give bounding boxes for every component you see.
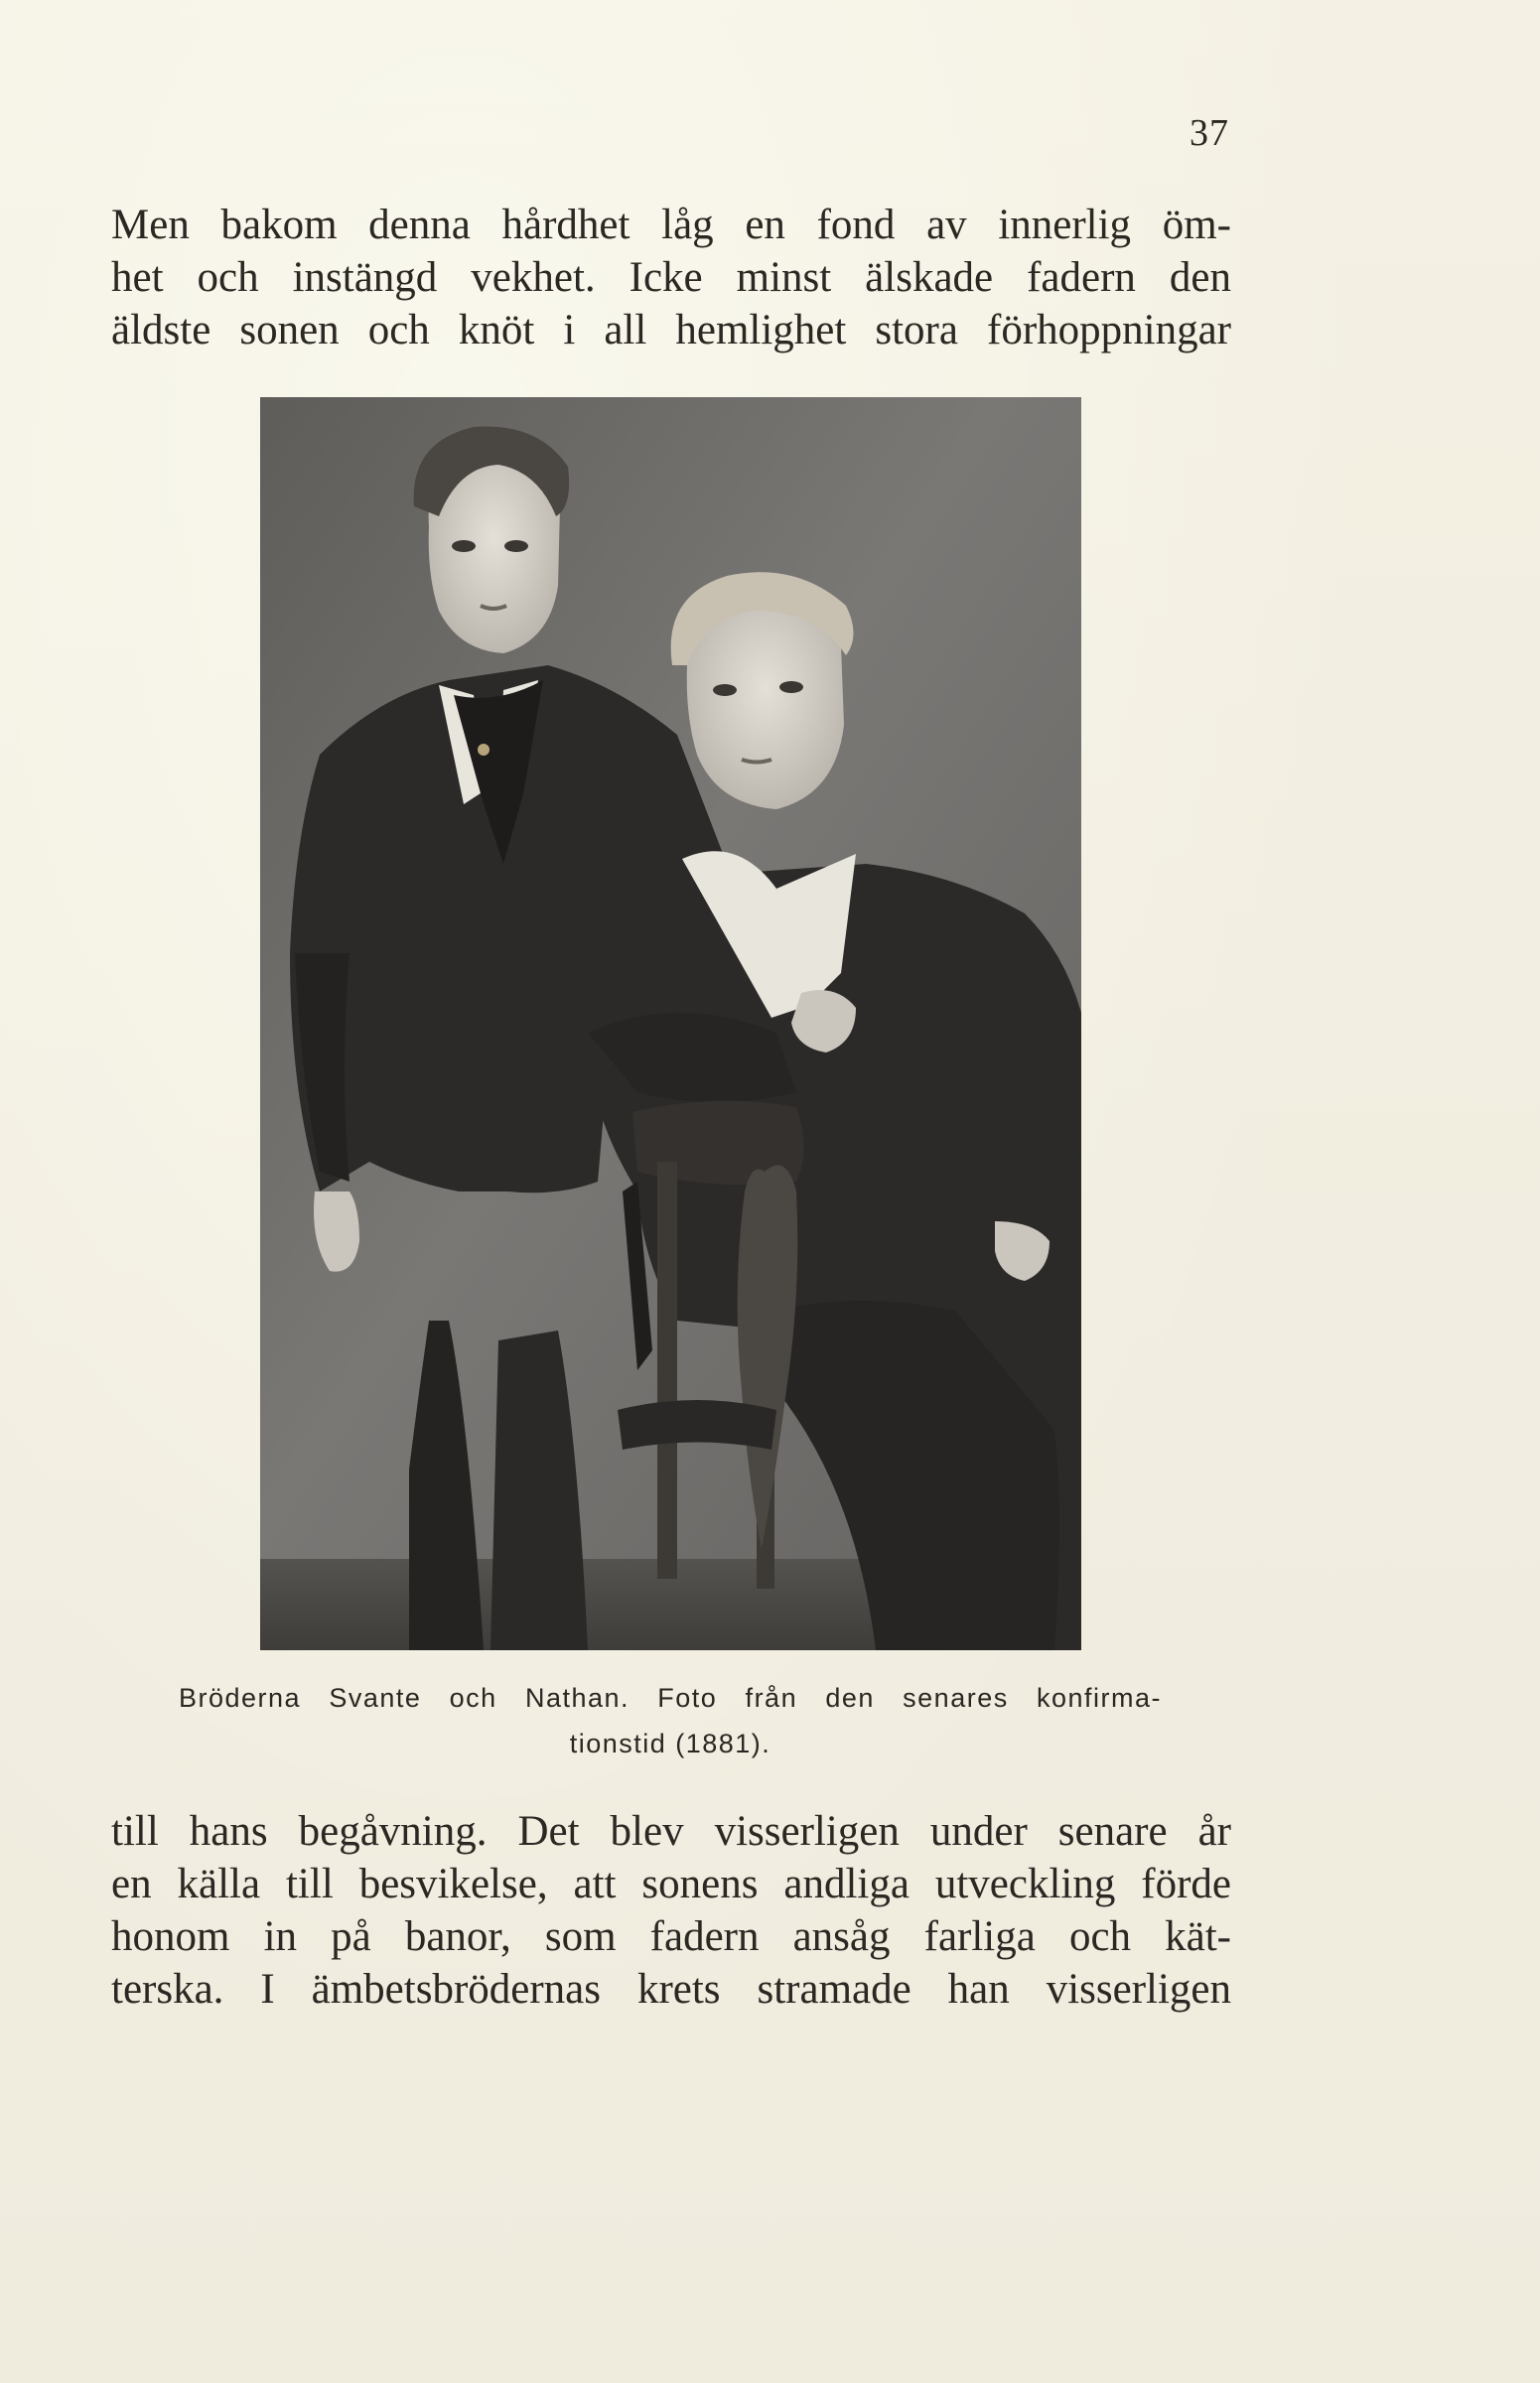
caption-line: tionstid (1881).	[569, 1729, 771, 1758]
paragraph-bottom	[111, 1805, 1231, 2016]
text-line: het och instängd vekhet. Icke minst älskade fadern den	[111, 254, 1231, 301]
text-line: terska. I ämbetsbrödernas krets stramade han visserligen	[111, 1966, 1231, 2013]
text-line: honom in på banor, som fadern ansåg farliga och kät-	[111, 1913, 1231, 1960]
caption-line: Bröderna Svante och Nathan. Foto från den senares konfirma-	[179, 1683, 1162, 1713]
paragraph-top	[111, 199, 1231, 356]
text-line: till hans begåvning. Det blev visserligen under senare år	[111, 1808, 1231, 1855]
portrait-photo	[260, 397, 1081, 1650]
text-line: en källa till besvikelse, att sonens andliga utveckling förde	[111, 1861, 1231, 1907]
photo-caption	[179, 1675, 1162, 1766]
text-line: äldste sonen och knöt i all hemlighet stora förhoppningar	[111, 307, 1231, 353]
photo-illustration	[260, 397, 1081, 1650]
text-line: Men bakom denna hårdhet låg en fond av innerlig öm-	[111, 202, 1231, 248]
page-number: 37	[1190, 112, 1229, 154]
